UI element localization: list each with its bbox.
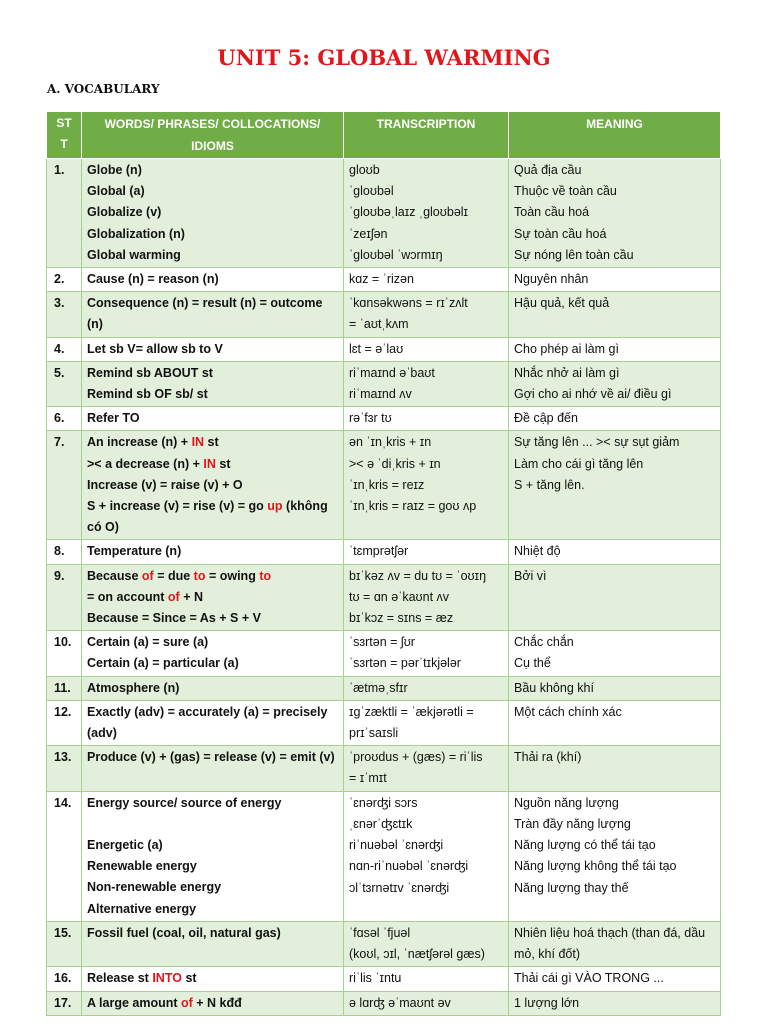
transcription-line: ˈsɜrtən = ʃʊr [349, 635, 415, 650]
transcription-line: = ɪˈmɪt [349, 771, 387, 786]
word-text: Globe (n) [87, 163, 142, 177]
highlighted-word: to [193, 568, 206, 583]
word-line [87, 181, 338, 202]
transcription-line: ˈgloʊbəl [349, 184, 394, 199]
table-row [47, 407, 721, 431]
header-words [82, 112, 344, 159]
meaning-line: Cụ thể [514, 656, 551, 671]
meaning-cell [509, 631, 721, 676]
row-number: 1. [47, 159, 82, 268]
meaning-cell [509, 540, 721, 564]
table-row [47, 631, 721, 676]
word-cell [82, 268, 344, 292]
word-cell [82, 746, 344, 791]
transcription-line: bɪˈkɔz = sɪns = æz [349, 611, 454, 626]
word-line [87, 541, 338, 562]
transcription-line: lɛt = əˈlaʊ [349, 341, 404, 356]
word-cell [82, 292, 344, 337]
transcription-line: riˈlis ˈɪntu [349, 971, 402, 986]
word-cell [82, 921, 344, 966]
meaning-line: Sự nóng lên toàn cầu [514, 247, 634, 262]
transcription-line: ə lɑrʤ əˈmaʊnt əv [349, 995, 451, 1010]
word-line [87, 608, 338, 629]
meaning-line: Sự tăng lên ... >< sự sụt giảm [514, 435, 680, 450]
meaning-cell [509, 159, 721, 268]
row-number: 7. [47, 431, 82, 540]
table-row [47, 791, 721, 921]
meaning-line: Gợi cho ai nhớ về ai/ điều gì [514, 387, 672, 402]
word-line [87, 363, 338, 384]
word-line [87, 339, 338, 360]
vocabulary-table [46, 111, 721, 1016]
meaning-line: Một cách chính xác [514, 704, 622, 719]
word-line [87, 899, 338, 920]
word-text: Certain (a) = sure (a) [87, 635, 209, 650]
meaning-line: Cho phép ai làm gì [514, 341, 619, 356]
row-number: 16. [47, 967, 82, 991]
row-number: 6. [47, 407, 82, 431]
row-number: 17. [47, 991, 82, 1015]
meaning-cell [509, 407, 721, 431]
word-text: Refer TO [87, 411, 140, 426]
highlighted-word: IN [191, 435, 205, 450]
table-row [47, 540, 721, 564]
table-row [47, 159, 721, 268]
table-row [47, 746, 721, 791]
row-number: 12. [47, 700, 82, 745]
word-text: Fossil fuel (coal, oil, natural gas) [87, 925, 281, 940]
row-number: 5. [47, 361, 82, 406]
transcription-cell [344, 268, 509, 292]
table-row [47, 967, 721, 991]
word-text: Energetic (a) [87, 838, 163, 853]
highlighted-word: of [141, 568, 154, 583]
meaning-cell [509, 921, 721, 966]
transcription-line: ˈɪnˌkris = reɪz [349, 477, 425, 492]
header-number [47, 112, 82, 159]
word-line [87, 587, 338, 608]
row-number: 9. [47, 564, 82, 631]
row-number: 10. [47, 631, 82, 676]
word-text: Let sb V= allow sb to V [87, 341, 223, 356]
word-text: Release st [87, 971, 153, 986]
transcription-line: ˈætməˌsfɪr [349, 680, 408, 695]
meaning-line: Nhiệt độ [514, 544, 561, 559]
meaning-cell [509, 791, 721, 921]
transcription-line: ˈfɑsəl ˈfjuəl [349, 925, 411, 940]
transcription-cell [344, 967, 509, 991]
transcription-line: ɪgˈzæktli = ˈækjərətli = [349, 704, 474, 719]
word-text: st [215, 456, 231, 471]
meaning-line: Tràn đầy năng lượng [514, 816, 631, 831]
word-cell [82, 631, 344, 676]
highlighted-word: INTO [152, 971, 182, 986]
word-text: Alternative energy [87, 901, 197, 916]
transcription-line: (koʊl, ɔɪl, ˈnætʃərəl gæs) [349, 947, 485, 962]
word-text: = due [153, 568, 194, 583]
transcription-line: riˈmaɪnd ʌv [349, 387, 412, 402]
table-row [47, 431, 721, 540]
meaning-line: Thải cái gì VÀO TRONG ... [514, 971, 664, 986]
meaning-line: Hậu quả, kết quả [514, 296, 610, 311]
highlighted-word: IN [203, 456, 216, 471]
meaning-line: Nhiên liệu hoá thạch (than đá, dầu mỏ, khí đốt) [514, 925, 706, 962]
row-number: 15. [47, 921, 82, 966]
transcription-line: ˈgloʊbəl ˈwɔrmɪŋ [349, 247, 443, 262]
meaning-line: Nhắc nhở ai làm gì [514, 365, 620, 380]
transcription-line: prɪˈsaɪsli [349, 726, 399, 741]
word-text: Consequence (n) = result (n) = outcome (n) [87, 296, 323, 332]
transcription-cell [344, 431, 509, 540]
word-text: + N [179, 589, 204, 604]
transcription-line: gloʊb [349, 163, 380, 177]
transcription-line: ˈɪnˌkris = raɪz = goʊ ʌp [349, 499, 477, 514]
word-cell [82, 361, 344, 406]
row-number: 13. [47, 746, 82, 791]
table-row [47, 676, 721, 700]
word-line [87, 496, 338, 538]
meaning-line: 1 lượng lớn [514, 995, 580, 1010]
word-text: >< a decrease (n) + [87, 456, 204, 471]
highlighted-word: to [259, 568, 272, 583]
meaning-line: Năng lượng có thể tái tạo [514, 838, 656, 853]
transcription-cell [344, 292, 509, 337]
word-text: Because = Since = As + S + V [87, 611, 261, 626]
transcription-line: ˌɛnərˈʤɛtɪk [349, 816, 413, 831]
word-text: Globalize (v) [87, 205, 162, 220]
word-text: Certain (a) = particular (a) [87, 656, 239, 671]
meaning-cell [509, 967, 721, 991]
highlighted-word: up [267, 499, 283, 514]
transcription-cell [344, 991, 509, 1015]
word-cell [82, 564, 344, 631]
row-number: 2. [47, 268, 82, 292]
word-line [87, 747, 338, 768]
word-text: st [204, 435, 219, 450]
word-cell [82, 676, 344, 700]
meaning-cell [509, 700, 721, 745]
word-text: = on account [87, 589, 168, 604]
vocabulary-rows [47, 159, 721, 1016]
meaning-cell [509, 431, 721, 540]
word-text: + N kđđ [192, 995, 242, 1010]
word-text: Temperature (n) [87, 544, 182, 559]
meaning-line: Đề cập đến [514, 411, 578, 426]
word-text: Remind sb OF sb/ st [87, 387, 208, 402]
meaning-line: Sự toàn cầu hoá [514, 226, 607, 241]
meaning-line: Năng lượng thay thế [514, 880, 629, 895]
word-line [87, 245, 338, 266]
meaning-line: Chắc chắn [514, 635, 574, 650]
word-cell [82, 791, 344, 921]
word-line [87, 293, 338, 335]
meaning-cell [509, 676, 721, 700]
word-line [87, 408, 338, 429]
word-line [87, 653, 338, 674]
word-line [87, 454, 338, 475]
transcription-line: ˈproʊdus + (gæs) = riˈlis [349, 750, 483, 765]
meaning-cell [509, 292, 721, 337]
word-cell [82, 991, 344, 1015]
word-line [87, 793, 338, 814]
header-number-text: T [60, 137, 68, 152]
word-text: S + increase (v) = rise (v) = go [87, 499, 268, 514]
word-line [87, 224, 338, 245]
word-text: An increase (n) + [87, 435, 192, 450]
meaning-cell [509, 361, 721, 406]
transcription-cell [344, 700, 509, 745]
meaning-line: Bầu không khí [514, 680, 594, 695]
page-title: UNIT 5: GLOBAL WARMING [217, 45, 551, 70]
word-line [87, 632, 338, 653]
word-line [87, 269, 338, 290]
word-line [87, 678, 338, 699]
meaning-line: Thuộc về toàn cầu [514, 184, 617, 199]
header-meaning: MEANING [509, 112, 721, 159]
transcription-cell [344, 564, 509, 631]
word-text: Because [87, 568, 142, 583]
meaning-cell [509, 991, 721, 1015]
transcription-cell [344, 361, 509, 406]
meaning-line: Làm cho cái gì tăng lên [514, 456, 644, 471]
transcription-line: ˈsɜrtən = pərˈtɪkjələr [349, 656, 461, 671]
transcription-cell [344, 921, 509, 966]
meaning-line: S + tăng lên. [514, 477, 585, 492]
transcription-line: bɪˈkəz ʌv = du tʊ = ˈoʊɪŋ [349, 568, 487, 583]
word-text: Global warming [87, 247, 181, 262]
transcription-line: ˈgloʊbəˌlaɪz ˌgloʊbəlɪ [349, 205, 468, 220]
row-number: 11. [47, 676, 82, 700]
word-line [87, 923, 338, 944]
word-text: Renewable energy [87, 859, 197, 874]
transcription-line: tʊ = ɑn əˈkaʊnt ʌv [349, 589, 450, 604]
transcription-cell [344, 631, 509, 676]
table-row [47, 921, 721, 966]
transcription-line: ˈzeɪʃən [349, 226, 388, 241]
word-text: Cause (n) = reason (n) [87, 272, 219, 287]
table-header-row [47, 112, 721, 159]
word-cell [82, 407, 344, 431]
word-text: Produce (v) + (gas) = release (v) = emit (v) [87, 750, 335, 765]
transcription-line: ˈtɛmprətʃər [349, 544, 409, 559]
transcription-line: = ˈaʊtˌkʌm [349, 317, 409, 332]
word-line [87, 993, 338, 1014]
word-text: Energy source/ source of energy [87, 795, 282, 810]
transcription-cell [344, 540, 509, 564]
word-line [87, 702, 338, 744]
table-row [47, 991, 721, 1015]
transcription-line: rəˈfɜr tʊ [349, 411, 392, 426]
word-text: Increase (v) = raise (v) + O [87, 477, 243, 492]
transcription-line: riˈmaɪnd əˈbaʊt [349, 365, 435, 380]
word-cell [82, 700, 344, 745]
word-text: Exactly (adv) = accurately (a) = precisely (adv) [87, 704, 328, 741]
table-row [47, 268, 721, 292]
meaning-line: Thải ra (khí) [514, 750, 582, 765]
meaning-line: Nguyên nhân [514, 272, 589, 287]
meaning-cell [509, 564, 721, 631]
transcription-cell [344, 407, 509, 431]
word-text: Atmosphere (n) [87, 680, 180, 695]
table-row [47, 700, 721, 745]
table-row [47, 292, 721, 337]
transcription-line: kɑz = ˈrizən [349, 272, 414, 287]
word-line [87, 384, 338, 405]
meaning-line: Năng lượng không thể tái tạo [514, 859, 677, 874]
word-cell [82, 337, 344, 361]
highlighted-word: of [181, 995, 193, 1010]
word-line [87, 835, 338, 856]
word-line [87, 566, 338, 587]
word-cell [82, 431, 344, 540]
transcription-cell [344, 791, 509, 921]
header-words-text: IDIOMS [191, 139, 234, 153]
section-heading: A. VOCABULARY [47, 82, 160, 96]
table-row [47, 564, 721, 631]
transcription-cell [344, 159, 509, 268]
row-number: 8. [47, 540, 82, 564]
transcription-cell [344, 337, 509, 361]
word-line [87, 814, 338, 835]
highlighted-word: of [167, 589, 180, 604]
meaning-cell [509, 746, 721, 791]
table-row [47, 337, 721, 361]
word-line [87, 202, 338, 223]
meaning-line: Quả địa cầu [514, 163, 582, 177]
word-text: A large amount [87, 995, 181, 1010]
word-text: Global (a) [87, 184, 145, 199]
word-text: Globalization (n) [87, 226, 185, 241]
meaning-cell [509, 337, 721, 361]
word-text: Non-renewable energy [87, 880, 222, 895]
word-cell [82, 159, 344, 268]
transcription-line: >< ə ˈdiˌkris + ɪn [349, 456, 441, 471]
meaning-line: Nguồn năng lượng [514, 795, 619, 810]
word-line [87, 877, 338, 898]
header-number-text: ST [56, 116, 72, 130]
row-number: 3. [47, 292, 82, 337]
word-text: st [181, 971, 197, 986]
meaning-line: Bởi vì [514, 568, 547, 583]
transcription-line: ən ˈɪnˌkris + ɪn [349, 435, 432, 450]
row-number: 4. [47, 337, 82, 361]
word-line [87, 968, 338, 989]
word-line [87, 432, 338, 453]
word-line [87, 475, 338, 496]
header-transcription: TRANSCRIPTION [344, 112, 509, 159]
transcription-line: ˈɛnərʤi sɔrs [349, 795, 418, 810]
transcription-cell [344, 676, 509, 700]
word-line [87, 160, 338, 181]
word-cell [82, 540, 344, 564]
transcription-line: ɔlˈtɜrnətɪv ˈɛnərʤi [349, 880, 450, 895]
transcription-line: riˈnuəbəl ˈɛnərʤi [349, 838, 444, 853]
word-text: Remind sb ABOUT st [87, 365, 213, 380]
word-line [87, 856, 338, 877]
transcription-line: nɑn-riˈnuəbəl ˈɛnərʤi [349, 859, 469, 874]
word-cell [82, 967, 344, 991]
table-row [47, 361, 721, 406]
transcription-line: ˈkɑnsəkwəns = rɪˈzʌlt [349, 296, 468, 311]
meaning-line: Toàn cầu hoá [514, 205, 590, 220]
meaning-cell [509, 268, 721, 292]
word-text: = owing [205, 568, 260, 583]
row-number: 14. [47, 791, 82, 921]
header-words-text: WORDS/ PHRASES/ COLLOCATIONS/ [104, 117, 321, 131]
transcription-cell [344, 746, 509, 791]
word-text: (không có O) [87, 499, 328, 535]
